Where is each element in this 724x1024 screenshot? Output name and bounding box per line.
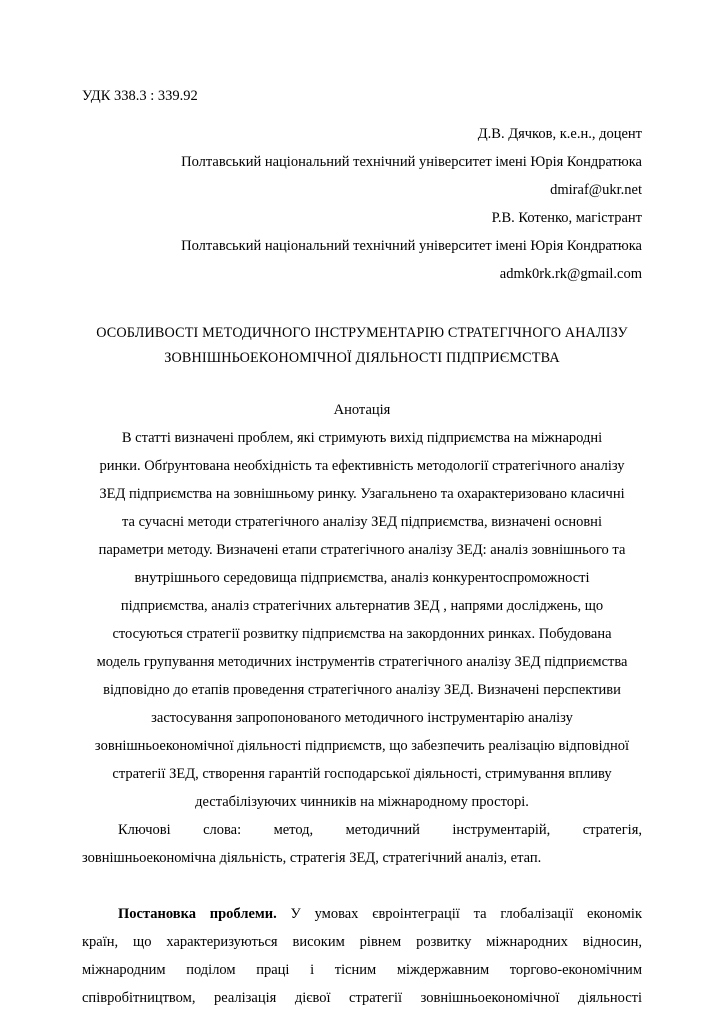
- problem-statement-line-2: країн, що характеризуються високим рівнем розвитку міжнародних відносин,: [82, 934, 642, 950]
- keywords-line-2: зовнішньоекономічна діяльність, стратегія ЗЕД, стратегічний аналіз, етап.: [82, 850, 542, 866]
- abstract-line: стосуються стратегії розвитку підприємства на закордонних ринках. Побудована: [112, 626, 612, 642]
- abstract-line: та сучасні методи стратегічного аналізу ЗЕД підприємства, визначені основні: [122, 514, 602, 530]
- problem-statement-line-1: [82, 900, 642, 928]
- abstract-heading: Анотація: [333, 402, 391, 418]
- title-line-1: ОСОБЛИВОСТІ МЕТОДИЧНОГО ІНСТРУМЕНТАРІЮ СТРАТЕГІЧНОГО АНАЛІЗУ: [96, 325, 628, 341]
- problem-statement-line-1-rest: У умовах євроінтеграції та глобалізації економік: [276, 906, 642, 922]
- abstract-line: стратегії ЗЕД, створення гарантій господарської діяльності, стримування впливу: [112, 766, 612, 782]
- problem-statement-heading: Постановка проблеми.: [118, 906, 277, 922]
- abstract-line: зовнішньоекономічної діяльності підприємств, що забезпечить реалізацію відповідної: [94, 738, 630, 754]
- author-2-email: admk0rk.rk@gmail.com: [499, 266, 642, 282]
- abstract-line: застосування запропонованого методичного інструментарію аналізу: [151, 710, 573, 726]
- problem-statement-line-3: міжнародним поділом праці і тісним міждержавним торгово-економічним: [82, 962, 642, 978]
- abstract-line: В статті визначені проблем, які стримують вихід підприємства на міжнародні: [121, 430, 603, 446]
- author-2-affiliation: Полтавський національний технічний університет імені Юрія Кондратюка: [181, 238, 642, 254]
- abstract-line: внутрішнього середовища підприємства, аналіз конкурентоспроможності: [134, 570, 590, 586]
- problem-statement-paragraph: [82, 900, 642, 1012]
- abstract-body: [82, 424, 642, 816]
- abstract-line: модель групування методичних інструментів стратегічного аналізу ЗЕД підприємства: [96, 654, 628, 670]
- authors-block: [82, 120, 642, 288]
- title-line-2: ЗОВНІШНЬОЕКОНОМІЧНОЇ ДІЯЛЬНОСТІ ПІДПРИЄМСТВА: [164, 350, 560, 366]
- abstract-line: ЗЕД підприємства на зовнішньому ринку. Узагальнено та охарактеризовано класичні: [99, 486, 625, 502]
- keywords-line-1: Ключові слова: метод, методичний інструментарій, стратегія,: [118, 822, 642, 838]
- abstract-line: ринки. Обґрунтована необхідність та ефективність методології стратегічного аналізу: [99, 458, 625, 474]
- abstract-line: відповідно до етапів проведення стратегічного аналізу ЗЕД. Визначені перспективи: [103, 682, 621, 698]
- author-1-name: Д.В. Дячков, к.е.н., доцент: [477, 126, 642, 142]
- article-title: [82, 321, 642, 371]
- author-1-affiliation: Полтавський національний технічний університет імені Юрія Кондратюка: [181, 154, 642, 170]
- document-content: [82, 86, 642, 1012]
- abstract-line: дестабілізуючих чинників на міжнародному просторі.: [195, 794, 529, 810]
- abstract-line: підприємства, аналіз стратегічних альтернатив ЗЕД , напрями досліджень, що: [120, 598, 604, 614]
- author-2-name: Р.В. Котенко, магістрант: [491, 210, 642, 226]
- abstract-line: параметри методу. Визначені етапи стратегічного аналізу ЗЕД: аналіз зовнішнього та: [98, 542, 626, 558]
- keywords-paragraph: [82, 816, 642, 872]
- udk-code: УДК 338.3 : 339.92: [82, 88, 198, 104]
- problem-statement-line-4: співробітництвом, реалізація дієвої стратегії зовнішньоекономічної діяльності: [82, 990, 642, 1006]
- author-1-email: dmiraf@ukr.net: [550, 182, 642, 198]
